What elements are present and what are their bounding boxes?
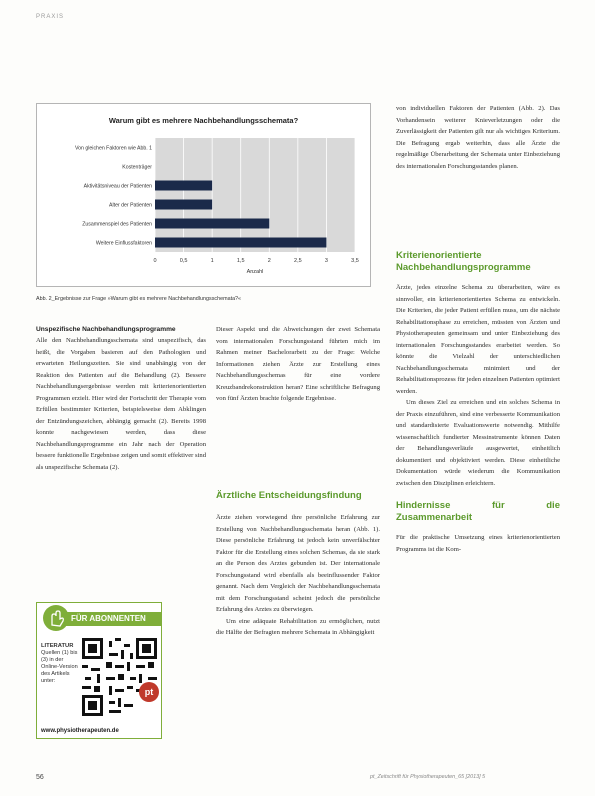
paragraph-factors: von individuellen Faktoren der Patienten (Abb. 2). Das Vorhandensein weiterer Knieverletzungen oder die Zuverlässigkeit der Patienten gilt nur als wichtiges Kriterium. Die Befragung ergab weiterhin, dass alle Ärzte die regelmäßige Überarbeitung der Schemata unter Einbeziehung des internationalen Forschungsstandes planen. — [396, 105, 560, 170]
x-tick-label: 0 — [153, 258, 157, 264]
section-label: PRAXIS — [36, 14, 65, 20]
pt-logo: pt — [139, 682, 159, 702]
x-tick-label: 3 — [324, 258, 328, 264]
paragraph-obstacles: Für die praktische Umsetzung eines kriterienorientierten Programms ist die Kom- — [396, 534, 560, 553]
subscriber-title: FÜR ABONNENTEN — [65, 612, 161, 626]
category-label: Von gleichen Faktoren wie Abb. 1 — [75, 145, 152, 152]
column-3-lower — [396, 250, 560, 555]
paragraph-rehab: Um eine adäquate Rehabilitation zu ermöglichen, nutzt die Hälfte der Befragten mehrere Schemata in Abhängigkeit — [216, 617, 380, 636]
paragraph-unspecific: Alle den Nachbehandlungsschemata sind unspezifisch, das heißt, die Vorgaben basieren auf den Pathologien und erwarteten Heilungszeiten. Sie sind unabhängig von der Reaktion des Patienten auf die Behandlung (2). Bessere Nachbehandlungsergebnisse werden mit kriterienorientierten Programmen erzielt. Hier wird der Fortschritt der Therapie vom Erfüllen bestimmter Kriterien, beispielsweise dem Abklingen der Entzündungszeichen, abhängig gemacht (2). Bereits 1998 konnte nachgewiesen werden, dass diese Nachbehandlungsprogramme ein Jahr nach der Operation bessere funktionelle Ergebnisse zeigen und somit effektiver sind als unspezifische Schemata (2). — [36, 337, 206, 471]
paragraph-goal: Um dieses Ziel zu erreichen und ein solches Schema in der Praxis einzuführen, sind eine verbesserte Kommunikation und standardisierte Evaluationswerte notwendig. Mithilfe wissenschaftlich fundierter Messinstrumente können Daten der Behandlungsverläufe ausgewertet, einheitlich dokumentiert und objektiviert werden. Diese einheitliche Dokumentation würde wiederum die Kommunikation zwischen den Disziplinen erleichtern. — [396, 399, 560, 487]
paragraph-criteria: Ärzte, jedes einzelne Schema zu überarbeiten, wäre es sinnvoller, ein kriterienorientiertes Schema zu entwickeln. Die Kriterien, die jeder Patient erfüllen muss, um die nächste Rehabilitationsphase zu erreichen, müssten von Ärzten und Physiotherapeuten gemeinsam und unter Einbeziehung des internationalen Forschungsstandes erarbeitet werden. So könnte die Vielzahl der unterschiedlichen Nachbehandlungsschemata minimiert und der Rehabilitationsprozess für jeden einzelnen Patienten optimiert werden. — [396, 284, 560, 395]
chart-canvas — [37, 104, 370, 286]
column-2 — [216, 324, 380, 405]
category-label: Weitere Einflussfaktoren — [95, 240, 152, 247]
figure-caption: Abb. 2_Ergebnisse zur Frage »Warum gibt es mehrere Nachbehandlungsschemata?« — [36, 296, 242, 302]
bar-chart — [36, 103, 371, 287]
x-axis-label: Anzahl — [246, 269, 264, 275]
column-3 — [396, 103, 560, 172]
category-label: Alter der Patienten — [109, 202, 152, 209]
heading-obstacles: Hindernisse für die Zusammenarbeit — [396, 500, 560, 523]
hand-icon — [43, 605, 69, 631]
heading-decision: Ärztliche Entscheidungsfindung — [216, 490, 362, 501]
website-link[interactable]: www.physiotherapeuten.de — [41, 728, 119, 734]
x-tick-label: 1 — [210, 258, 214, 264]
column-1 — [36, 324, 206, 473]
x-tick-label: 2,5 — [294, 258, 302, 264]
column-2-lower — [216, 490, 380, 639]
x-tick-label: 0,5 — [179, 258, 188, 264]
bar — [155, 219, 269, 229]
category-label: Zusammenspiel des Patienten — [82, 221, 152, 228]
paragraph-decision: Ärzte ziehen vorwiegend ihre persönliche Erfahrung zur Erstellung von Nachbehandlungsschemata heran (Abb. 1). Diese persönliche Erfahrung ist jedoch kein unverfälschter Faktor für die Erstellung eines solchen Schemas, da sie stark an die Person des Arztes gebunden ist. Der internationale Forschungsstand wird ebenfalls als beeinflussender Faktor genannt. Nach dem Vergleich der Nachbehandlungsschemata mit dem Forschungsstand scheint jedoch die persönliche Erfahrung des Arztes zu überwiegen. — [216, 514, 380, 613]
paragraph-aspect: Dieser Aspekt und die Abweichungen der zwei Schemata vom internationalen Forschungsstand führten mich im Rahmen meiner Bachelorarbeit zu der Frage: Welche Informationen ziehen Ärzte zur Erstellung eines Nachbehandlungsschemas für eine vordere Kreuzbandrekonstruktion heran? Eine schriftliche Befragung von fünf Ärzten brachte folgende Ergebnisse. — [216, 326, 380, 402]
page-number: 56 — [36, 774, 44, 781]
category-label: Kostenträger — [122, 164, 152, 171]
x-tick-label: 3,5 — [351, 258, 359, 264]
bar — [155, 200, 212, 210]
bar — [155, 181, 212, 191]
chart-title: Warum gibt es mehrere Nachbehandlungsschemata? — [108, 116, 299, 125]
x-tick-label: 1,5 — [236, 258, 245, 264]
literature-label: LITERATUR — [41, 643, 74, 649]
subscriber-box — [36, 602, 162, 739]
qr-code-icon[interactable] — [82, 638, 157, 716]
subheading-unspecific: Unspezifische Nachbehandlungsprogramme — [36, 326, 176, 333]
literature-text: Quellen (1) bis (3) in der Online-Version des Artikels unter: — [41, 650, 78, 684]
journal-footer: pt_Zeitschrift für Physiotherapeuten_65 [2013] 5 — [370, 774, 486, 780]
plot-area — [155, 138, 355, 252]
bar — [155, 238, 326, 248]
category-label: Aktivitätsniveau der Patienten — [83, 183, 152, 190]
heading-criteria: Kriterienorientierte Nachbehandlungsprogramme — [396, 250, 531, 273]
x-tick-label: 2 — [267, 258, 271, 264]
